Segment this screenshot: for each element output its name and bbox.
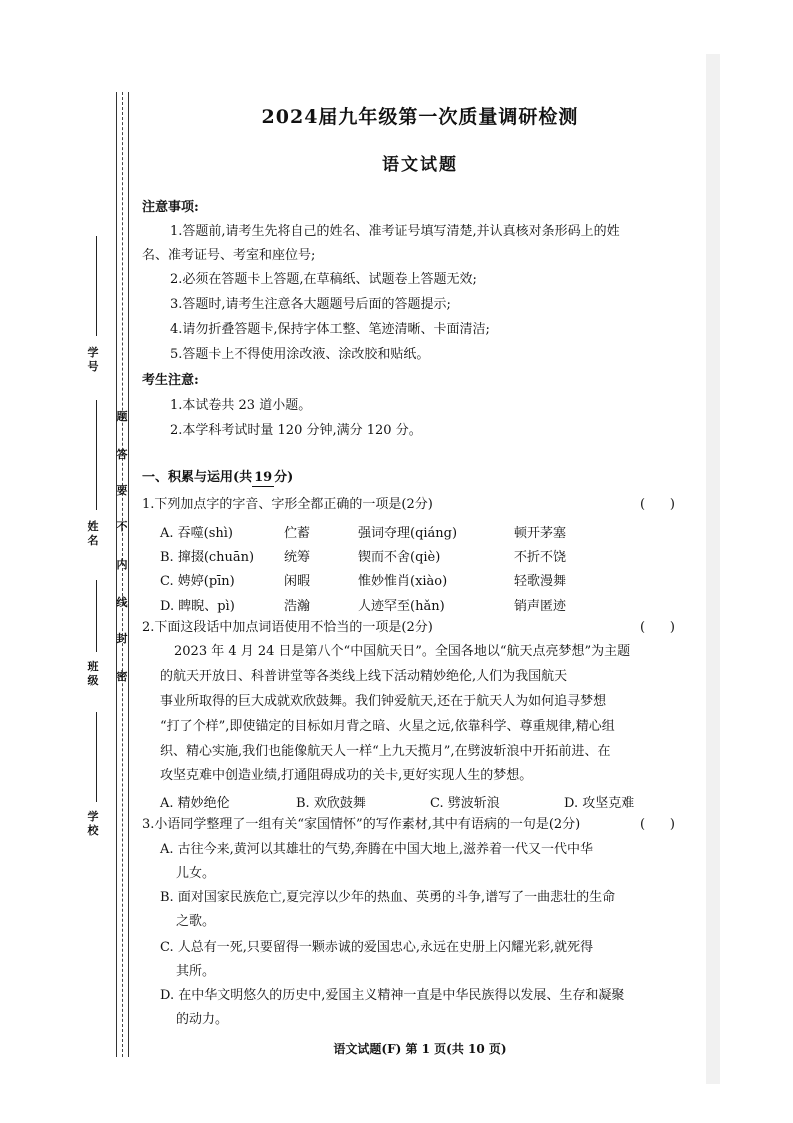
q2-option-d: D. 攻坚克难 [564, 796, 635, 811]
side-label-student-id: 学 号 [87, 346, 99, 373]
q1-d-item-4: 销声匿迹 [514, 599, 567, 614]
q3-option-b: B. 面对国家民族危亡,夏完淳以少年的热血、英勇的斗争,谱写了一曲悲壮的生命 [160, 890, 616, 905]
q2-passage-line-2: 的航天开放日、科普讲堂等各类线上线下活动精妙绝伦,人们为我国航天 [160, 669, 568, 684]
q3-option-d: D. 在中华文明悠久的历史中,爱国主义精神一直是中华民族得以发展、生存和凝聚 [160, 988, 625, 1003]
school-blank [96, 712, 97, 802]
q1-a-item-2: 伫蓄 [284, 526, 311, 541]
binding-line-dashed [122, 92, 123, 1057]
q1-c-item-2: 闲暇 [284, 574, 311, 589]
q2-passage-line-6: 攻坚克难中创造业绩,打通阻碍成功的关卡,更好实现人生的梦想。 [160, 768, 533, 783]
seal-char-8: 密 [116, 670, 128, 683]
binding-line-outer [116, 92, 117, 1057]
q1-d-item-1: D. 睥睨、pì) [160, 599, 235, 614]
scan-edge-strip [706, 54, 720, 1084]
q3-option-b-cont: 之歌。 [176, 914, 216, 929]
section-score: 19 [254, 470, 273, 485]
section-heading-suffix: 分) [274, 470, 294, 485]
q1-b-item-4: 不折不饶 [514, 550, 567, 565]
q3-option-a: A. 古往今来,黄河以其雄壮的气势,奔腾在中国大地上,滋养着一代又一代中华 [160, 842, 594, 857]
notes-heading: 注意事项: [142, 200, 199, 215]
seal-char-5: 内 [116, 558, 128, 571]
q1-b-item-1: B. 撺掇(chuān) [160, 550, 255, 565]
q3-option-c-cont: 其所。 [176, 964, 216, 979]
side-label-class: 班 级 [87, 660, 99, 687]
q2-option-a: A. 精妙绝伦 [160, 796, 230, 811]
q1-a-item-4: 顿开茅塞 [514, 526, 567, 541]
exam-subject: 语文试题 [382, 155, 458, 175]
candidate-item-2: 2.本学科考试时量 120 分钟,满分 120 分。 [170, 423, 422, 438]
section-heading-prefix: 一、积累与运用(共 [142, 470, 253, 485]
notes-item-3: 3.答题时,请考生注意各大题题号后面的答题提示; [170, 297, 451, 312]
q3-stem: 3.小语同学整理了一组有关“家国情怀”的写作素材,其中有语病的一句是(2分) [142, 817, 581, 832]
notes-item-1-cont: 名、准考证号、考室和座位号; [142, 248, 316, 263]
seal-char-4: 不 [116, 520, 128, 533]
page-footer: 语文试题(F) 第 1 页(共 10 页) [333, 1042, 507, 1056]
q1-a-item-1: A. 吞噬(shì) [160, 526, 233, 541]
exam-title: 2024届九年级第一次质量调研检测 [261, 106, 579, 128]
side-label-name: 姓 名 [87, 520, 99, 547]
section-heading [142, 470, 293, 487]
side-label-school: 学 校 [87, 810, 99, 837]
class-blank [96, 580, 97, 652]
candidate-item-1: 1.本试卷共 23 道小题。 [170, 398, 312, 413]
q2-answer-paren: ( ) [640, 620, 675, 635]
seal-char-7: 封 [116, 632, 128, 645]
q3-answer-paren: ( ) [640, 817, 675, 832]
seal-char-3: 要 [116, 484, 128, 497]
q3-option-d-cont: 的动力。 [176, 1012, 229, 1027]
q2-option-c: C. 劈波斩浪 [430, 796, 500, 811]
q3-option-c: C. 人总有一死,只要留得一颗赤诚的爱国忠心,永远在史册上闪耀光彩,就死得 [160, 940, 594, 955]
q2-passage-line-1: 2023 年 4 月 24 日是第八个“中国航天日”。全国各地以“航天点亮梦想”为主题 [174, 644, 631, 659]
q2-passage-line-5: 织、精心实施,我们也能像航天人一样“上九天揽月”,在劈波斩浪中开拓前进、在 [160, 744, 611, 759]
q3-option-a-cont: 儿女。 [176, 866, 216, 881]
q2-passage-line-3: 事业所取得的巨大成就欢欣鼓舞。我们钟爱航天,还在于航天人为如何追寻梦想 [160, 694, 607, 709]
q1-c-item-1: C. 娉婷(pīn) [160, 574, 235, 589]
q1-d-item-3: 人迹罕至(hǎn) [358, 599, 445, 614]
q1-stem: 1.下列加点字的字音、字形全都正确的一项是(2分) [142, 497, 433, 512]
name-blank [96, 400, 97, 510]
q2-stem: 2.下面这段话中加点词语使用不恰当的一项是(2分) [142, 620, 433, 635]
notes-item-4: 4.请勿折叠答题卡,保持字体工整、笔迹清晰、卡面清洁; [170, 322, 490, 337]
seal-char-6: 线 [116, 596, 128, 609]
q1-b-item-3: 锲而不舍(qiè) [358, 550, 441, 565]
q1-c-item-4: 轻歌漫舞 [514, 574, 567, 589]
candidate-heading: 考生注意: [142, 373, 199, 388]
q1-d-item-2: 浩瀚 [284, 599, 311, 614]
q2-passage-line-4: “打了个样”,即使锚定的目标如月背之暗、火星之远,依靠科学、尊重规律,精心组 [160, 719, 615, 734]
student-id-blank [96, 236, 97, 336]
notes-item-5: 5.答题卡上不得使用涂改液、涂改胶和贴纸。 [170, 347, 430, 362]
binding-line-inner [128, 92, 129, 1057]
q1-b-item-2: 统筹 [284, 550, 311, 565]
q1-c-item-3: 惟妙惟肖(xiào) [358, 574, 448, 589]
q1-answer-paren: ( ) [640, 497, 675, 512]
q1-a-item-3: 强词夺理(qiáng) [358, 526, 458, 541]
notes-item-2: 2.必须在答题卡上答题,在草稿纸、试题卷上答题无效; [170, 272, 477, 287]
q2-option-b: B. 欢欣鼓舞 [296, 796, 366, 811]
seal-char-1: 题 [116, 410, 128, 423]
seal-char-2: 答 [116, 448, 128, 461]
notes-item-1: 1.答题前,请考生先将自己的姓名、准考证号填写清楚,并认真核对条形码上的姓 [170, 224, 620, 239]
